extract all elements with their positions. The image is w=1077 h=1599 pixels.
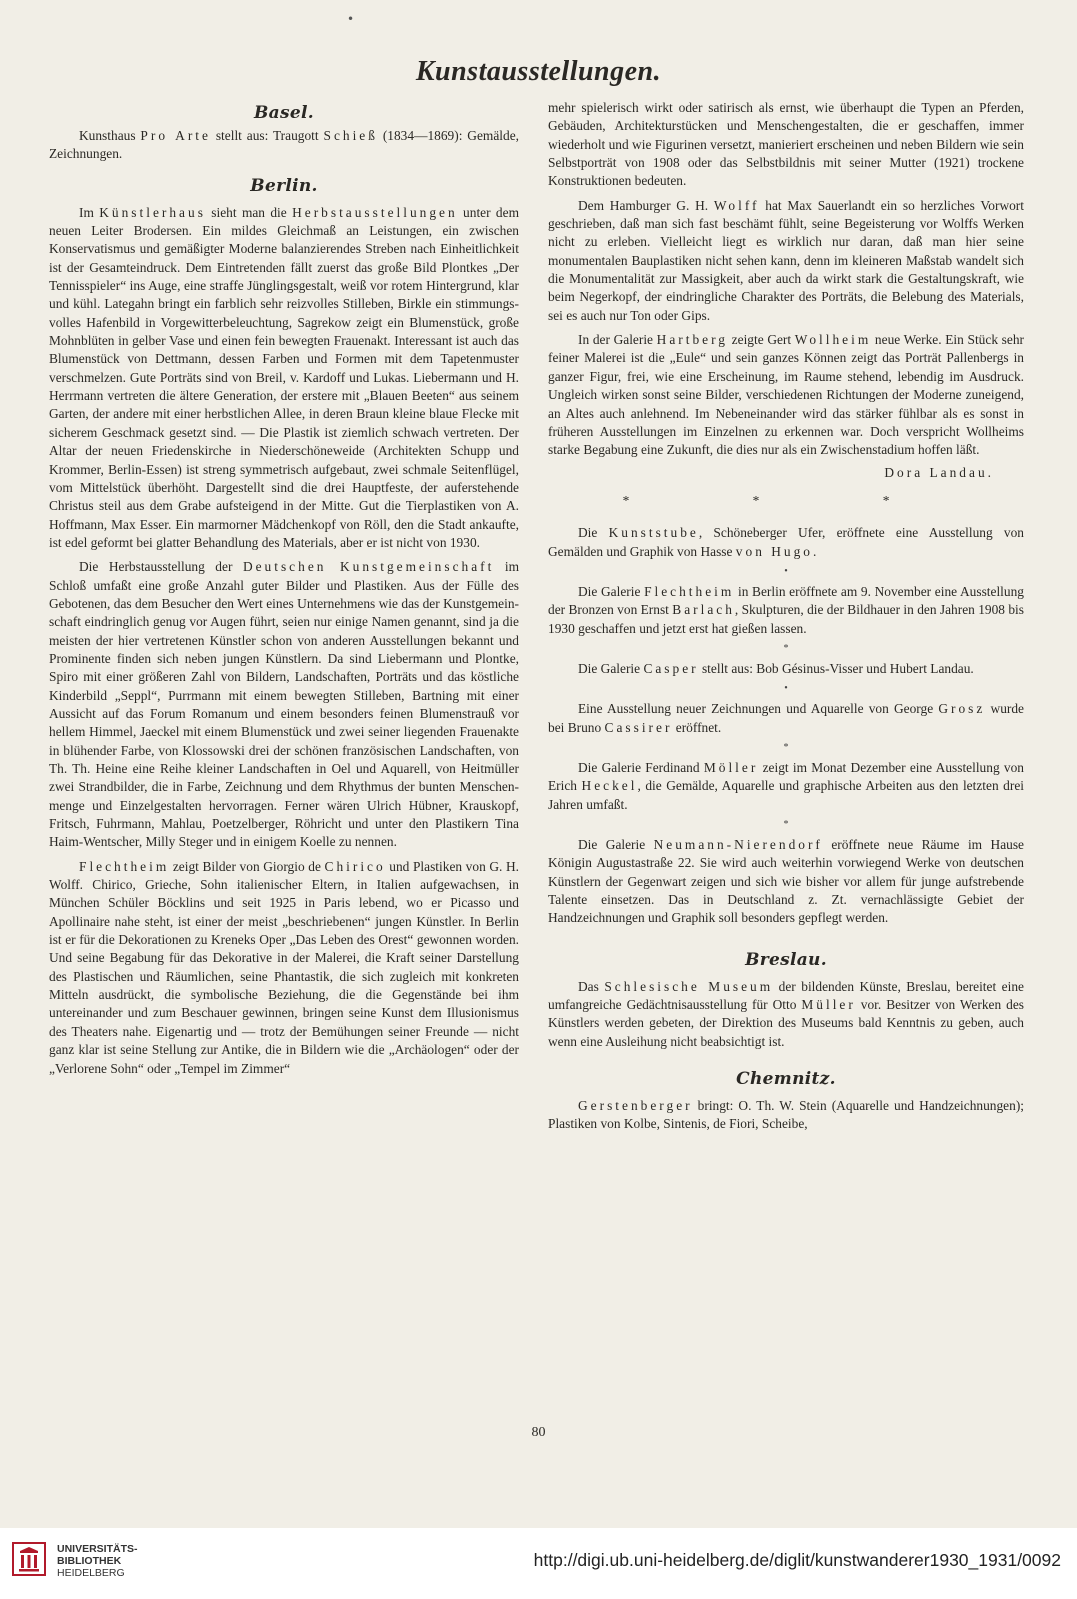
flechtheim-notice: Die Galerie Flechtheim in Berlin eröffnete am 9. November eine Ausstellung der Bronzen von Ernst Barlach, Skulpturen, die der Bildhauer in den Jahren 1908 bis 1930 geschaffen und jetzt erst hat gießen lassen. bbox=[548, 583, 1024, 636]
wolff-paragraph: Dem Hamburger G. H. Wolff hat Max Sauerlandt ein so herzliches Vorwort geschrieben, daß man sich fast beschämt fühlt, seine Begeisterung vor Wolffs Werken nicht zu erleben. Vielleicht liegt es wirklich nur daran, daß man hier seine monumentalen Bauplastiken nicht sehen kann, denn im kleineren Maßstab wandelt sich die Monumentalität zur Massigkeit, aber auch da wirkt stark die Gestaltungskraft, wie beim Negerkopf, der eindringliche Charakter des Porträts, die Belebung des Materials, sei es auch nur Ton oder Gips. bbox=[548, 197, 1024, 323]
library-name[interactable]: UNIVERSITÄTS- BIBLIOTHEK HEIDELBERG bbox=[57, 1543, 138, 1579]
section-heading-berlin: Berlin. bbox=[250, 175, 318, 196]
berlin-paragraph-2: Die Herbstausstellung der Deutschen Kunstgemeinschaft im Schloß umfaßt eine große Anzahl guter Bilder und Plastiken. Aus der Fülle des Gebotenen, das dem Besucher den Wert eines Unternehmens wie das der Kunstgemeinschaft eindringlich genug vor Augen führt, seien nur einige Namen genannt, sind ja die meisten der hier vertretenen Künstler schon von anderen Ausstellungen bekannt und Prominente finden sich neben jungen Künstlern. Da sind Liebermann und Plontke, Spiro mit einer größeren Zahl von Bildern, Landschaften, Porträts und das köstliche Kinderbild „Seppl“, Purrmann mit einem bewegten Stilleben, Bartning mit einer Aussicht auf das Forum Romanum und einem besonders feinen Blumenstrauß vor hellem Himmel, Jaeckel mit einem Blumenstück und zwei seiner liegenden Frauenakte in blühender Farbe, von Klossowski drei der schönen französischen Landschaften, von Th. Th. Heine eine Reihe kleiner Landschaften in Oel und Aquarell, von Heitmüller zwei Strandbilder, die in Farbe, Zeichnung und dem Rhythmus der bunten Menschenmenge und Einzelgestalten hervorragen. Ferner wären Ulrich Hübner, Krauskopf, Fritsch, Fuhrmann, Mahlau, Poetzelberger, Röhricht und unter den Plastikern Tina Haim-Wentscher, Milly Steger und in einigem Koelle zu nennen. bbox=[49, 559, 520, 850]
chemnitz-paragraph: Gerstenberger bringt: O. Th. W. Stein (Aquarelle und Handzeichnungen); Plastiken von Kolbe, Sintenis, de Fiori, Scheibe, bbox=[548, 1098, 1024, 1132]
hartberg-paragraph: In der Galerie Hartberg zeigte Gert Wollheim neue Werke. Ein Stück sehr feiner Malerei ist die „Eule“ und sein ganzes Können zeigt das Porträt Pallenbergs in ganzer Figur, frei, wie eine Erscheinung, im Raume stehend, lebendig im Ausdruck. Ungleich wirken sonst seine Bilder, verschiedenen Richtungen der Moderne zuneigend, an Altes auch anlehnend. Im Nebeneinander wird das stärker fühlbar als es sonst in früheren Ausstellungen im Einzelnen zu erkennen war. Doch verspricht Wollheims starke Begabung eine Zukunft, die dies nur als ein Zwischenstadium hoffen läßt. bbox=[548, 332, 1024, 458]
moeller-notice: Die Galerie Ferdinand Möller zeigt im Monat Dezember eine Ausstellung von Erich Heckel, die Gemälde, Aquarelle und graphische Arbeiten aus den letzten drei Jahren umfaßt. bbox=[548, 759, 1024, 812]
notice-separator: * bbox=[783, 741, 789, 753]
chirico-continuation: mehr spielerisch wirkt oder satirisch als ernst, wie überhaupt die Typen an Pferden, Gebäuden, Architekturstücken und Menschengestalten, die er geschaffen, immer wiederholt und wie Figurinen versetzt, manieriert erscheinen und neben Bildern wie sein Selbstporträt von 1908 oder das Selbstbildnis mit seiner Mutter (1921) trockene Konstruktionen bedeuten. bbox=[548, 100, 1024, 189]
notice-separator: • bbox=[784, 683, 788, 695]
grosz-notice: Eine Ausstellung neuer Zeichnungen und Aquarelle von George Grosz wurde bei Bruno Cassirer eröffnet. bbox=[548, 701, 1025, 735]
notice-separator: * bbox=[783, 819, 789, 830]
author-signature: Dora Landau. bbox=[884, 464, 994, 480]
page-title: Kunstausstellungen. bbox=[415, 56, 662, 87]
section-heading-basel: Basel. bbox=[254, 103, 314, 123]
section-divider-stars: * * * bbox=[622, 492, 950, 508]
right-column bbox=[548, 99, 1024, 1134]
berlin-paragraph-3: Flechtheim zeigt Bilder von Giorgio de Chirico und Plastiken von G. H. Wolff. Chirico, Grieche, Sohn italienischer Eltern, in Italien aufgewachsen, in München Schüler Böcklins und seit 1925 in Paris lebend, wo er Picasso und Apollinaire nahe steht, ist einer der meist „beschriebenen“ jungen Künstler. In Berlin ist er für die Dekorationen zu Kreneks Oper „Das Leben des Orest“ gewonnen worden. Und seine Begabung für das Dekorative in der Malerei, die Kraft seiner Darstellung des Plastischen und Räumlichen, seine Phantastik, die sich zugleich mit konkreten Mitteln ausdrückt, die symbolische Beziehung, die die Gegenstände bei ihm untereinander und zum Beschauer gewinnen, bringen seine Kunst dem Illusionismus des Theaters nahe. Eigenartig und — trotz der Bemühungen seiner Freunde — nicht ganz klar ist seine Stellung zur Antike, die in Bildern wie die „Archäologen“ oder der „Verlorene Sohn“ oder „Tempel im Zimmer“ bbox=[49, 858, 520, 1076]
kunststube-notice: Die Kunststube, Schöneberger Ufer, eröffnete eine Ausstellung von Gemälden und Graphik von Hasse von Hugo. bbox=[548, 525, 1025, 559]
notice-separator: • bbox=[784, 565, 788, 577]
page-number: 80 bbox=[531, 1425, 546, 1440]
library-logo-icon bbox=[12, 1542, 46, 1576]
left-column bbox=[49, 99, 519, 1078]
breslau-paragraph: Das Schlesische Museum der bildenden Künste, Breslau, bereitet eine umfangreiche Gedächtnisausstellung für Otto Müller vor. Besitzer von Werken des Künstlers werden gebeten, der Direktion des Museums bald Kenntnis zu geben, auch wenn eine Ausleihung nicht beabsichtigt ist. bbox=[548, 978, 1024, 1049]
notice-separator: * bbox=[783, 642, 789, 654]
basel-paragraph: Kunsthaus Pro Arte stellt aus: Traugott Schieß (1834—1869): Gemälde, Zeichnungen. bbox=[49, 128, 519, 162]
footer-bar bbox=[0, 1528, 1077, 1599]
neumann-nierendorf-notice: Die Galerie Neumann-Nierendorf eröffnete neue Räume im Hause Königin Augustastraße 22. Sie wird auch weiterhin vorwiegend Werke von deutschen Künstlern der Gegenwart zeigen und sich wie bisher vor allem für junge aufstrebende Talente einsetzen. Das in Deutschland z. Zt. vernachlässigte Gebiet der Handzeichnungen und Graphik soll besonders gepflegt werden. bbox=[548, 837, 1024, 926]
section-heading-breslau: Breslau. bbox=[745, 949, 827, 970]
casper-notice: Die Galerie Casper stellt aus: Bob Gésinus-Visser und Hubert Landau. bbox=[578, 660, 974, 676]
berlin-paragraph-1: Im Künstlerhaus sieht man die Herbstausstellungen unter dem neuen Leiter Brodersen. Ein mildes Gleichmaß an Leistungen, ein zwischen Konservatismus und gemäßigter Moderne balanzierendes Streben nach Einheitlichkeit ist der Gesamteindruck. Dem Eintretenden fällt zuerst das große Bild Plontkes „Der Tennisspieler“ ins Auge, eine straffe Jünglingsgestalt, weiß vor rotem Hintergrund, klar und kühl. Lategahn bringt ein farblich sehr reizvolles Stilleben, Birkle ein stimmungsvolles Hafenbild in Vorgewitterbeleuchtung, Sagrekow zeigt ein Blumenstück, große Mohnblüten in gelber Vase und einen fein bewegten Frauenakt. Interessant ist auch das Blumenstück von Dettmann, dessen Farben und Formen mit dem Tapetenmuster verschmelzen. Gute Porträts sind von Breil, v. Kardoff und Lukas. Liebermann und H. Herrmann vertreten die ältere Generation, der erstere mit „Blauen Beeten“ aus seinem Garten, der andere mit einer herbstlichen Allee, in deren Braun kleine blaue Flecke mit sicherem Geschmack gesetzt sind. — Die Plastik ist ziemlich schwach vertreten. Der Altar der neuen Friedenskirche in Niederschöneweide (Architekten Schupp und Krommer, Berlin-Essen) ist streng symmetrisch aufgebaut, zwei schmale Seitenflügel, vom Mittelstück überhöht. Dargestellt sind die drei Hauptfeste, der auferstehende Christus steil aus dem Grabe aufsteigend in der Mitte. Gut die Tierplastiken von A. Hoffmann, Max Esser. Ein marmorner Mädchenkopf von Röll, den die Stadt ankaufte, ist edel geformt bei glatter Behandlung des Materials, aber er ist nicht von 1930. bbox=[49, 204, 519, 550]
source-url-link[interactable]: http://digi.ub.uni-heidelberg.de/diglit/kunstwanderer1930_1931/0092 bbox=[533, 1550, 1061, 1570]
section-heading-chemnitz: Chemnitz. bbox=[736, 1069, 836, 1090]
top-mark: • bbox=[347, 12, 355, 26]
